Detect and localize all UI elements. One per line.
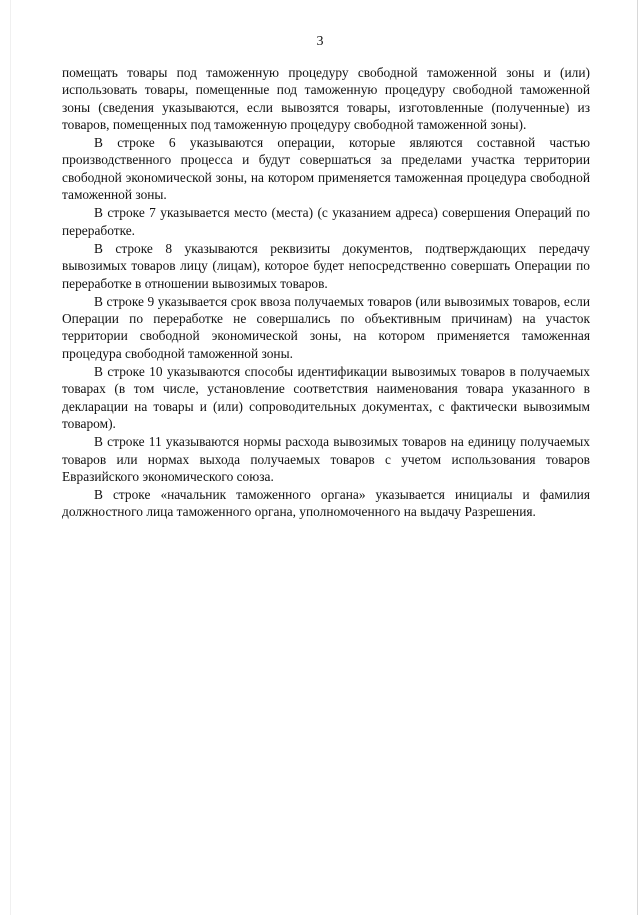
paragraph-line-8: В строке 8 указываются реквизиты документов, подтверждающих передачу вывозимых товаров лицу (лицам), которое будет непосредственно совершать Операции по переработке в отношении вывозимых товаров. <box>62 240 590 291</box>
document-body <box>62 64 590 521</box>
paragraph-customs-head: В строке «начальник таможенного органа» указывается инициалы и фамилия должностного лица таможенного органа, уполномоченного на выдачу Разрешения. <box>62 487 590 520</box>
page-number: 3 <box>316 34 324 49</box>
paragraph-line-6: В строке 6 указываются операции, которые являются составной частью производственного процесса и будут совершаться за пределами участка территории свободной экономической зоны, на котором применяется таможенная процедура свободной таможенной зоны. <box>62 135 590 203</box>
paragraph-line-7: В строке 7 указывается место (места) (с указанием адреса) совершения Операций по переработке. <box>62 205 590 238</box>
scan-edge-left <box>10 0 11 915</box>
paragraph-line-9: В строке 9 указывается срок ввоза получаемых товаров (или вывозимых товаров, если Операции по переработке не совершались по объективным причинам) на участок территории свободной экономической зоны, на котором применяется таможенная процедура свободной таможенной зоны. <box>62 293 590 361</box>
paragraph-line-11: В строке 11 указываются нормы расхода вывозимых товаров на единицу получаемых товаров или нормах выхода получаемых товаров с учетом использования товаров Евразийского экономического союза. <box>62 434 590 484</box>
paragraph-continuation: помещать товары под таможенную процедуру свободной таможенной зоны и (или) использовать товары, помещенные под таможенную процедуру свободной таможенной зоны (сведения указываются, если вывозятся товары, изготовленные (полученные) из товаров, помещенных под таможенную процедуру свободной таможенной зоны). <box>62 65 590 132</box>
paragraph-line-10: В строке 10 указываются способы идентификации вывозимых товаров в получаемых товарах (в том числе, установление соответствия наименования товара указанного в декларации на товары и (или) сопроводительных документах, с фактически вывозимым товаром). <box>62 364 590 431</box>
scan-edge-right <box>637 0 638 915</box>
